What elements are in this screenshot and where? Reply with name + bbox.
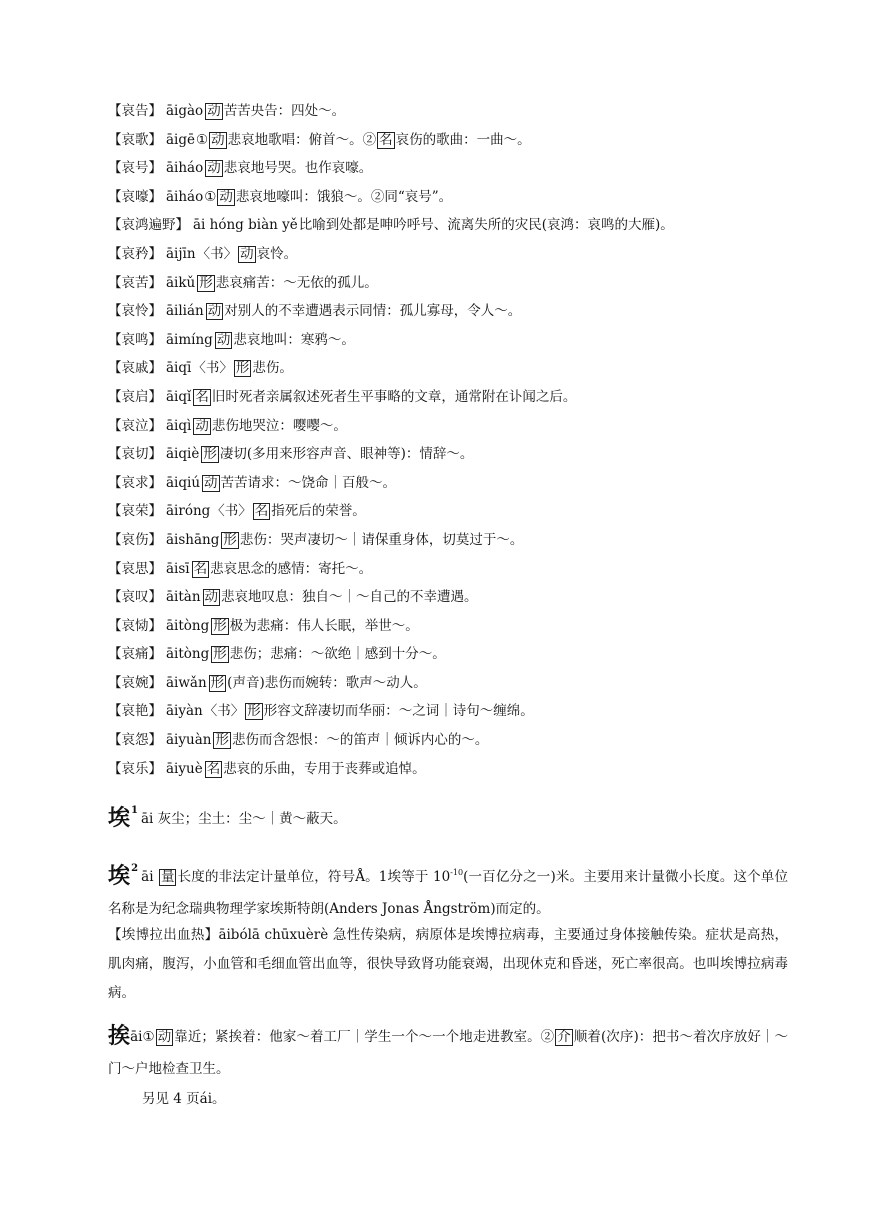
definition-a: 长度的非法定计量单位，符号Å。1埃等于 10 bbox=[177, 869, 451, 886]
pos-tag: 动 bbox=[157, 1029, 172, 1046]
definition-1: 靠近；紧挨着：他家～着工厂｜学生一个～一个地走进教室。② bbox=[174, 1029, 555, 1046]
dictionary-entry bbox=[108, 217, 788, 246]
pinyin: āi hóng biàn yě bbox=[193, 217, 298, 234]
definition-b: (一百亿分之一)米。主要用来计量微小长度。这个单位名称是为纪念瑞典物理学家埃斯特朗(Anders Jonas Ångström)而定的。 bbox=[108, 869, 788, 918]
entry-ebola bbox=[108, 921, 788, 1008]
pinyin: āimíng bbox=[166, 331, 213, 348]
pinyin: āi bbox=[141, 869, 154, 886]
pinyin: āi bbox=[130, 1029, 143, 1046]
definition: 悲哀思念的感情：寄托～。 bbox=[210, 560, 373, 577]
dictionary-entry bbox=[108, 189, 788, 218]
pinyin: āiwǎn bbox=[166, 674, 207, 691]
headword: 【哀叹】 bbox=[108, 589, 162, 606]
dictionary-entry bbox=[108, 475, 788, 504]
pos-tag: 动 bbox=[219, 188, 233, 205]
see-also-note: 另见 4 页ái。 bbox=[142, 1091, 226, 1108]
dictionary-entry bbox=[108, 332, 788, 361]
pinyin: āilián bbox=[166, 303, 204, 320]
headword: 【哀求】 bbox=[108, 474, 162, 491]
definition-2: 顺着(次序)：把书～着次序放好｜～门～户地检查卫生。 bbox=[108, 1029, 788, 1078]
definition: 悲哀地叹息：独自～｜～自己的不幸遭遇。 bbox=[221, 589, 478, 606]
definition: 急性传染病，病原体是埃博拉病毒，主要通过身体接触传染。症状是高热，肌肉痛，腹泻，小血管和毛细血管出血等，很快导致肾功能衰竭，出现休克和昏迷，死亡率很高。也叫埃博拉病毒病。 bbox=[108, 927, 789, 1002]
headword: 【哀怜】 bbox=[108, 303, 162, 320]
headword: 【哀恸】 bbox=[108, 617, 162, 634]
headword: 【哀嚎】 bbox=[108, 188, 162, 205]
pinyin: āiqī bbox=[166, 360, 192, 377]
pinyin: āikǔ bbox=[166, 274, 196, 291]
definition: 悲伤；悲痛：～欲绝｜感到十分～。 bbox=[229, 646, 446, 663]
dictionary-entry bbox=[108, 761, 788, 790]
headword: 【埃博拉出血热】 bbox=[108, 927, 219, 944]
usage-note: 〈书〉 bbox=[196, 245, 238, 262]
definition: 悲伤而含怨恨：～的笛声｜倾诉内心的～。 bbox=[231, 732, 489, 749]
dictionary-entry bbox=[108, 303, 788, 332]
pos-tag: 动 bbox=[204, 589, 219, 606]
definition: 极为悲痛：伟人长眠，举世～。 bbox=[229, 617, 419, 634]
pos-tag: 名 bbox=[206, 760, 221, 777]
usage-note: ① bbox=[204, 188, 217, 205]
dictionary-entry bbox=[108, 418, 788, 447]
dictionary-entry bbox=[108, 275, 788, 304]
headword: 【哀荣】 bbox=[108, 503, 162, 520]
headchar: 埃 bbox=[108, 805, 131, 832]
pinyin: āitòng bbox=[166, 617, 210, 634]
headword: 【哀婉】 bbox=[108, 674, 162, 691]
pos-tag: 形 bbox=[223, 531, 237, 548]
pinyin: āigē bbox=[166, 131, 195, 148]
pos-tag: 名 bbox=[193, 560, 208, 577]
definition: 悲伤地哭泣：嘤嘤～。 bbox=[211, 417, 347, 434]
definition: 悲伤：哭声凄切～｜请保重身体，切莫过于～。 bbox=[239, 531, 524, 548]
definition: 对别人的不幸遭遇表示同情：孤儿寡母，令人～。 bbox=[224, 303, 522, 320]
pos-tag: 名 bbox=[254, 503, 269, 520]
headword: 【哀艳】 bbox=[108, 703, 162, 720]
pinyin: āiyuè bbox=[166, 760, 203, 777]
homograph-number: 2 bbox=[131, 863, 139, 875]
dictionary-entry bbox=[108, 132, 788, 161]
headchar: 埃 bbox=[108, 863, 131, 890]
definition: 悲哀的乐曲，专用于丧葬或追悼。 bbox=[223, 760, 426, 777]
headword: 【哀启】 bbox=[108, 388, 162, 405]
definition: 凄切(多用来形容声音、眼神等)：情辞～。 bbox=[219, 446, 474, 463]
headword: 【哀鸣】 bbox=[108, 331, 162, 348]
headword: 【哀痛】 bbox=[108, 646, 162, 663]
pinyin: āiqǐ bbox=[166, 388, 192, 405]
headword: 【哀告】 bbox=[108, 103, 162, 119]
pos-tag: 形 bbox=[247, 703, 261, 720]
pinyin: āiqiè bbox=[166, 446, 200, 463]
dictionary-entry bbox=[108, 246, 788, 275]
headword: 【哀歌】 bbox=[108, 131, 162, 148]
pos-tag: 动 bbox=[204, 474, 218, 491]
pinyin: āiháo bbox=[166, 160, 204, 177]
definition: 悲哀地嚎叫：饿狼～。②同“哀号”。 bbox=[235, 188, 453, 205]
definition: 悲哀地号哭。也作哀嚎。 bbox=[223, 160, 373, 177]
pos-tag: 量 bbox=[160, 869, 175, 886]
exponent: -10 bbox=[450, 868, 464, 878]
headword: 【哀怨】 bbox=[108, 732, 162, 749]
pos-tag: 形 bbox=[199, 274, 213, 291]
usage-note: 〈书〉 bbox=[203, 703, 245, 720]
homograph-number: 1 bbox=[131, 805, 138, 817]
pinyin: āiqì bbox=[166, 417, 192, 434]
headword: 【哀乐】 bbox=[108, 760, 162, 777]
definition: (声音)悲伤而婉转：歌声～动人。 bbox=[227, 674, 427, 691]
dictionary-entry bbox=[108, 675, 788, 704]
pinyin: āi bbox=[140, 811, 154, 828]
dictionary-entry bbox=[108, 646, 788, 675]
pinyin: āiróng bbox=[166, 503, 211, 520]
dictionary-entry bbox=[108, 589, 788, 618]
headword: 【哀泣】 bbox=[108, 417, 162, 434]
pinyin: āiyuàn bbox=[166, 732, 212, 749]
definition: 形容文辞凄切而华丽：～之词｜诗句～缠绵。 bbox=[263, 703, 534, 720]
pos-tag: 动 bbox=[216, 331, 231, 348]
headword: 【哀戚】 bbox=[108, 360, 162, 377]
pinyin: āiqiú bbox=[166, 474, 201, 491]
definition: 指死后的荣誉。 bbox=[271, 503, 366, 520]
definition: 苦苦请求：～饶命｜百般～。 bbox=[220, 474, 397, 491]
entry-ai1 bbox=[108, 797, 788, 833]
headword: 【哀苦】 bbox=[108, 274, 162, 291]
dictionary-entry bbox=[108, 446, 788, 475]
definition: 苦苦央告：四处～。 bbox=[223, 103, 346, 119]
pinyin: āigào bbox=[166, 103, 204, 119]
pos-tag: 名 bbox=[195, 388, 209, 405]
dictionary-entry bbox=[108, 703, 788, 732]
entry-list bbox=[108, 103, 788, 789]
headchar: 挨 bbox=[108, 1023, 131, 1050]
headword: 【哀鸿遍野】 bbox=[108, 217, 189, 234]
headword: 【哀矜】 bbox=[108, 245, 162, 262]
definition-2: 哀伤的歌曲：一曲～。 bbox=[395, 131, 531, 148]
headword: 【哀号】 bbox=[108, 160, 162, 177]
definition: 旧时死者亲属叙述死者生平事略的文章，通常附在讣闻之后。 bbox=[211, 388, 577, 405]
dictionary-entry bbox=[108, 503, 788, 532]
dictionary-page bbox=[108, 103, 788, 1113]
pos-tag-2: 介 bbox=[557, 1029, 571, 1046]
definition: 悲哀痛苦：～无依的孤儿。 bbox=[215, 274, 378, 291]
definition: 悲伤。 bbox=[252, 360, 293, 377]
pos-tag: 形 bbox=[213, 646, 227, 663]
pos-tag: 动 bbox=[240, 245, 254, 262]
pos-tag: 形 bbox=[235, 360, 250, 377]
dictionary-entry bbox=[108, 360, 788, 389]
definition: 悲哀地叫：寒鸦～。 bbox=[233, 331, 355, 348]
pinyin: āibólā chūxuèrè bbox=[218, 927, 329, 944]
pinyin: āiháo bbox=[166, 188, 204, 205]
dictionary-entry bbox=[108, 103, 788, 132]
dictionary-entry bbox=[108, 532, 788, 561]
pinyin: āishāng bbox=[166, 531, 220, 548]
pos-tag: 动 bbox=[211, 131, 225, 148]
usage-note: 〈书〉 bbox=[211, 503, 252, 520]
headword: 【哀伤】 bbox=[108, 531, 162, 548]
pos-tag: 动 bbox=[207, 103, 221, 119]
pos-tag: 动 bbox=[207, 303, 222, 320]
pinyin: āitòng bbox=[166, 646, 210, 663]
entry-ai2 bbox=[108, 853, 788, 925]
pinyin: āiyàn bbox=[166, 703, 203, 720]
pos-tag: 动 bbox=[207, 160, 221, 177]
definition: 悲哀地歌唱：俯首～。② bbox=[227, 131, 377, 148]
sense-number: ① bbox=[142, 1029, 155, 1046]
definition: 比喻到处都是呻吟呼号、流离失所的灾民(哀鸿：哀鸣的大雁)。 bbox=[298, 217, 674, 234]
headword: 【哀思】 bbox=[108, 560, 162, 577]
pos-tag: 动 bbox=[195, 417, 209, 434]
pos-tag: 形 bbox=[210, 674, 225, 691]
pinyin: āisī bbox=[166, 560, 190, 577]
pos-tag: 形 bbox=[213, 617, 227, 634]
pinyin: āijīn bbox=[166, 245, 196, 262]
headword: 【哀切】 bbox=[108, 446, 162, 463]
definition: 哀怜。 bbox=[256, 245, 298, 262]
pos-tag: 形 bbox=[215, 732, 229, 749]
pos-tag-2: 名 bbox=[379, 131, 393, 148]
pinyin: āitàn bbox=[166, 589, 201, 606]
dictionary-entry bbox=[108, 160, 788, 189]
usage-note: 〈书〉 bbox=[192, 360, 233, 377]
entry-ai3 bbox=[108, 1020, 788, 1085]
definition: 灰尘；尘土：尘～｜黄～蔽天。 bbox=[157, 811, 347, 828]
dictionary-entry bbox=[108, 618, 788, 647]
usage-note: ① bbox=[196, 131, 209, 148]
pos-tag: 形 bbox=[203, 446, 217, 463]
dictionary-entry bbox=[108, 389, 788, 418]
dictionary-entry bbox=[108, 561, 788, 590]
dictionary-entry bbox=[108, 732, 788, 761]
